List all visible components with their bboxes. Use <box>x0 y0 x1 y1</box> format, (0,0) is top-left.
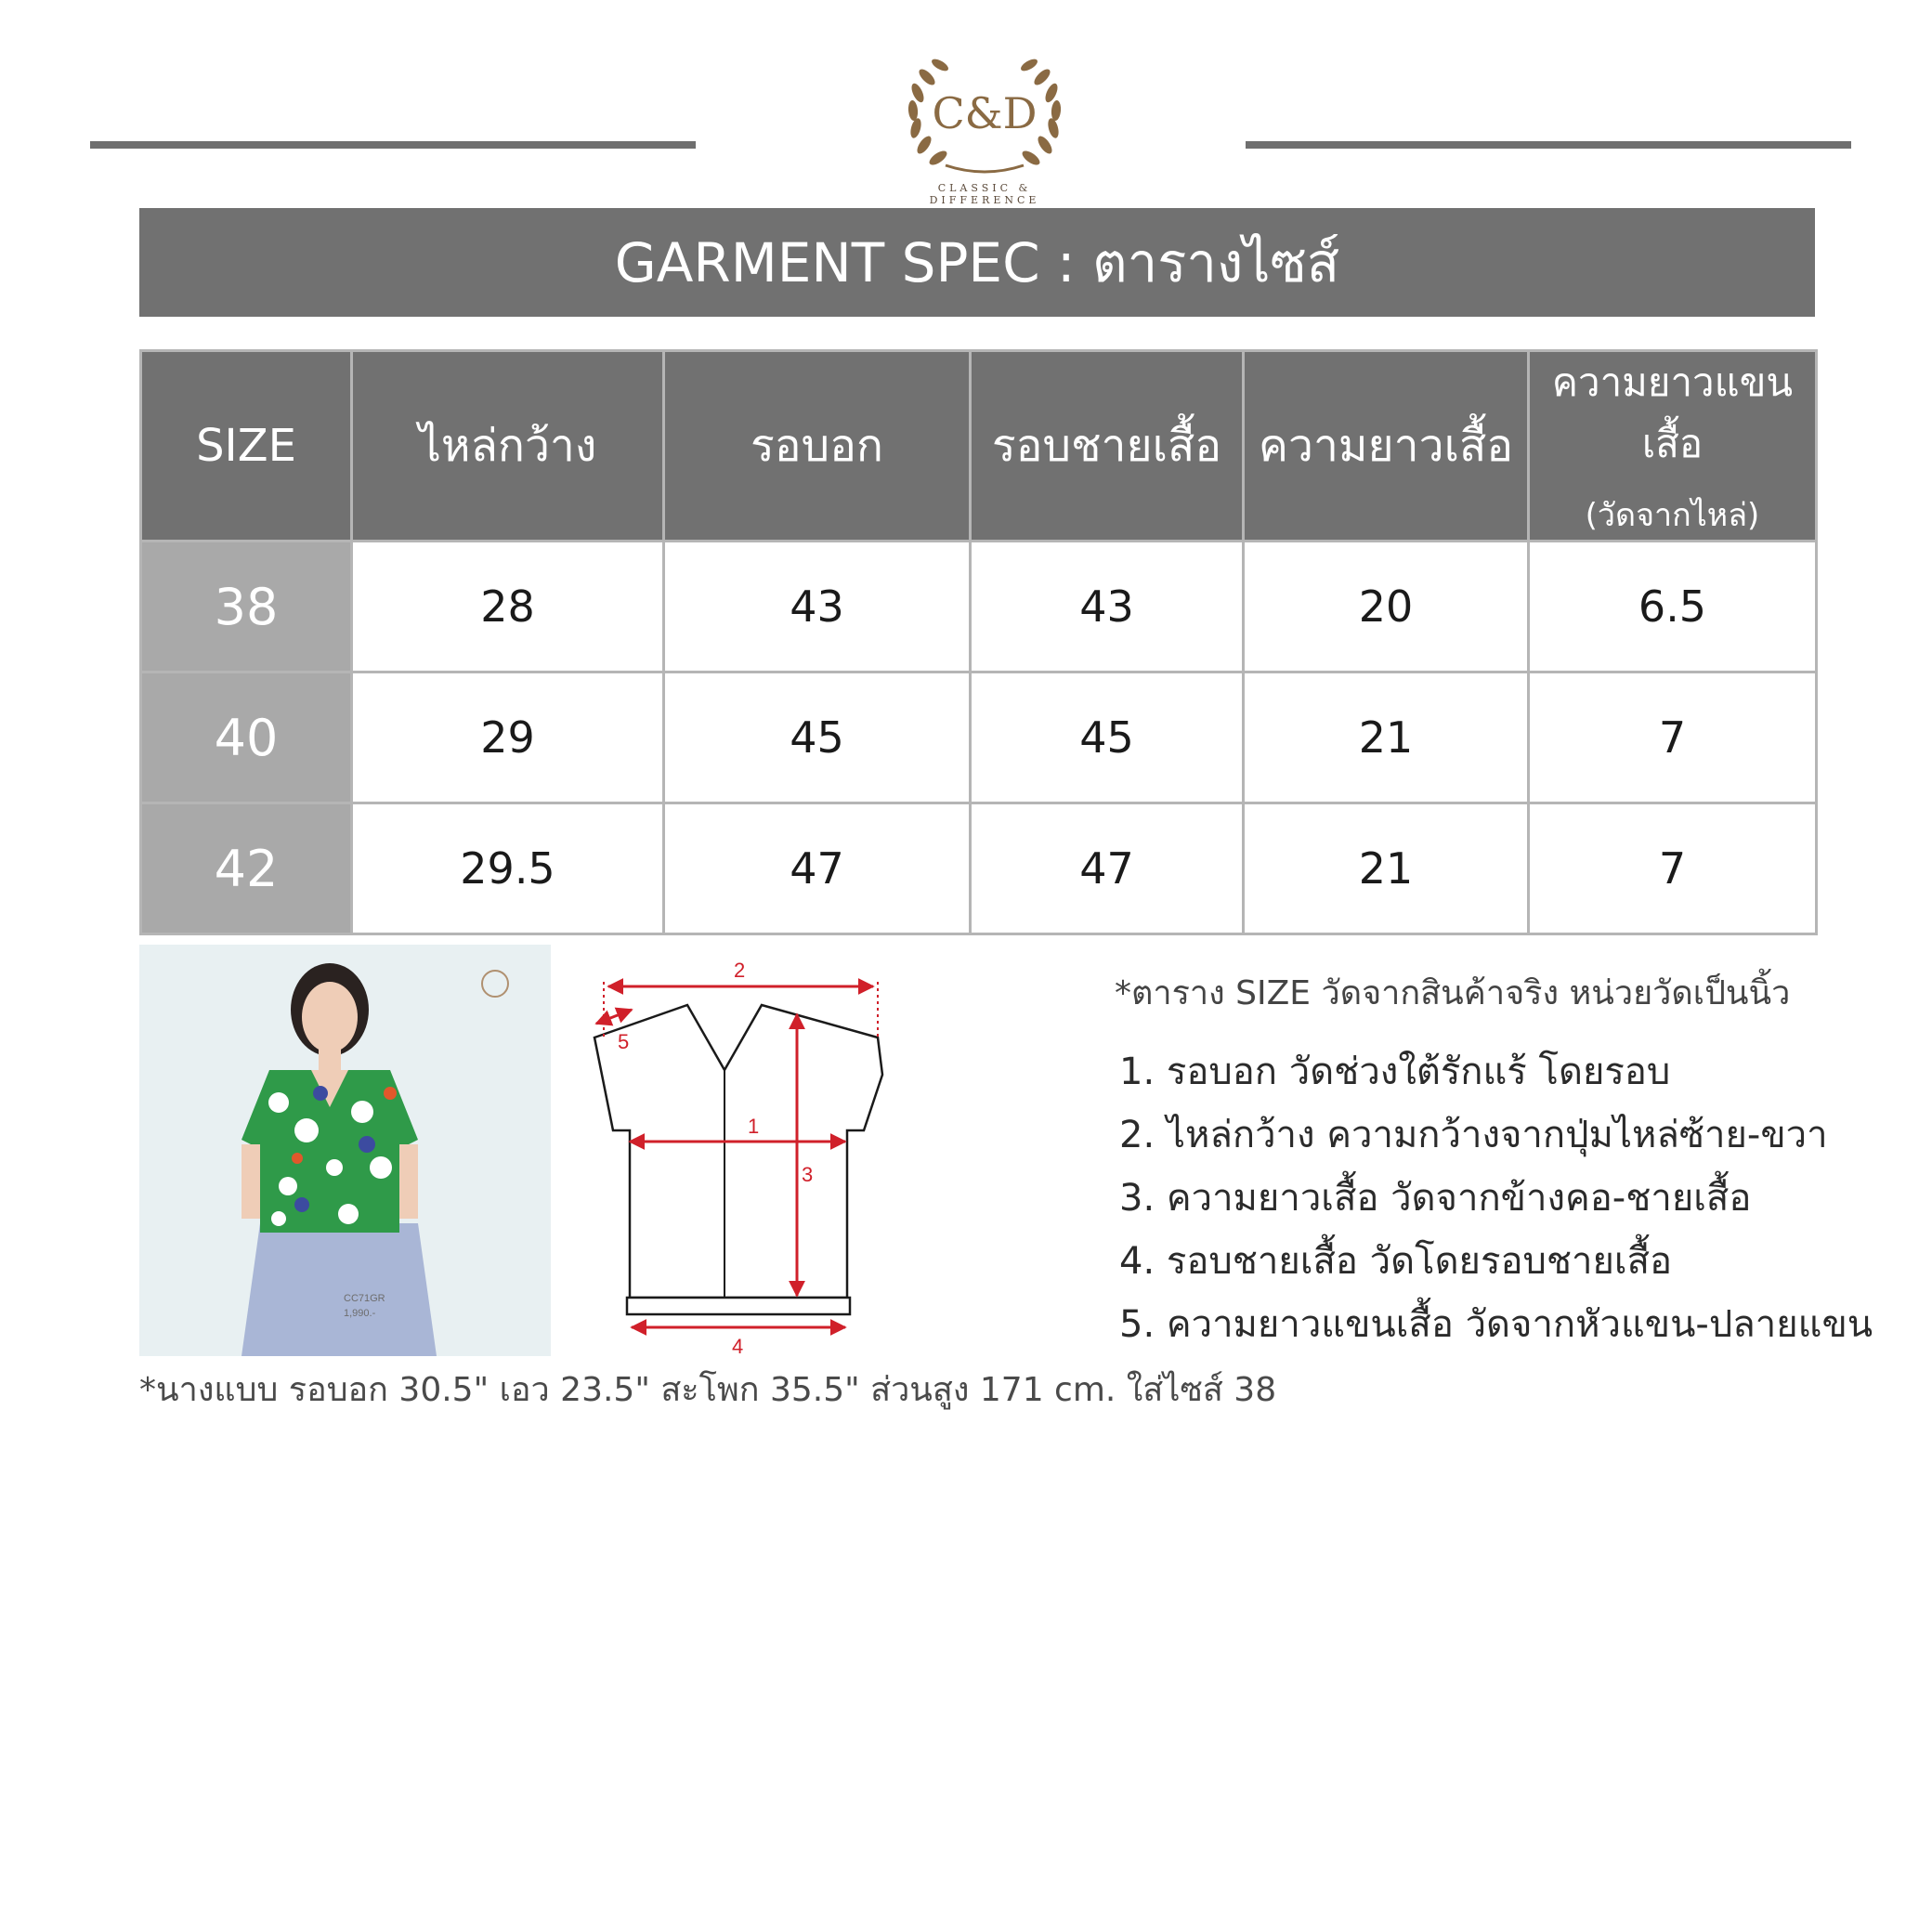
divider-left <box>90 141 696 149</box>
table-row <box>141 803 1817 934</box>
table-cell: 47 <box>971 803 1244 934</box>
product-price: 1,990.- <box>344 1308 376 1319</box>
table-cell: 7 <box>1529 803 1817 934</box>
page-title: GARMENT SPEC : ตารางไซส์ <box>139 208 1815 317</box>
list-item: 5. ความยาวแขนเสื้อ วัดจากหัวแขน-ปลายแขน <box>1119 1303 1873 1346</box>
diagram-label-1: 1 <box>748 1115 760 1138</box>
diagram-label-5: 5 <box>618 1030 630 1053</box>
table-cell: 21 <box>1244 803 1529 934</box>
brand-tagline: CLASSIC & DIFFERENCE <box>929 182 1040 206</box>
table-cell: 29.5 <box>352 803 664 934</box>
header-hem: รอบชายเสื้อ <box>971 351 1244 542</box>
model-note: *นางแบบ รอบอก 30.5" เอว 23.5" สะโพก 35.5" ส่วนสูง 171 cm. ใส่ไซส์ 38 <box>139 1371 1277 1409</box>
table-cell: 20 <box>1244 542 1529 672</box>
list-item: 1. รอบอก วัดช่วงใต้รักแร้ โดยรอบ <box>1119 1051 1671 1093</box>
table-cell: 43 <box>971 542 1244 672</box>
header-size: SIZE <box>141 351 352 542</box>
table-row <box>141 542 1817 672</box>
diagram-label-4: 4 <box>732 1335 744 1358</box>
table-cell: 45 <box>971 672 1244 803</box>
list-item: 4. รอบชายเสื้อ วัดโดยรอบชายเสื้อ <box>1119 1240 1673 1283</box>
size-cell: 38 <box>141 542 352 672</box>
svg-text:C&D: C&D <box>932 88 1038 138</box>
divider-right <box>1246 141 1851 149</box>
header-chest: รอบอก <box>664 351 971 542</box>
table-cell: 29 <box>352 672 664 803</box>
header-length: ความยาวเสื้อ <box>1244 351 1529 542</box>
table-cell: 6.5 <box>1529 542 1817 672</box>
diagram-label-2: 2 <box>734 959 746 982</box>
measurement-steps <box>1119 1040 1873 1356</box>
table-cell: 28 <box>352 542 664 672</box>
table-cell: 45 <box>664 672 971 803</box>
list-item: 3. ความยาวเสื้อ วัดจากข้างคอ-ชายเสื้อ <box>1119 1177 1752 1220</box>
table-header-row <box>141 351 1817 542</box>
header-sleeve-label: ความยาวแขนเสื้อ <box>1551 359 1794 466</box>
size-table <box>139 349 1818 935</box>
unit-note: *ตาราง SIZE วัดจากสินค้าจริง หน่วยวัดเป็นนิ้ว <box>1115 974 1791 1012</box>
table-cell: 43 <box>664 542 971 672</box>
table-row <box>141 672 1817 803</box>
header-shoulder: ไหล่กว้าง <box>352 351 664 542</box>
list-item: 2. ไหล่กว้าง ความกว้างจากปุ่มไหล่ซ้าย-ขวา <box>1119 1114 1828 1156</box>
brand-logo <box>882 46 1087 206</box>
header-sleeve-sub: (วัดจากไหล่) <box>1585 497 1760 534</box>
table-cell: 21 <box>1244 672 1529 803</box>
diagram-label-3: 3 <box>802 1163 814 1186</box>
size-cell: 40 <box>141 672 352 803</box>
table-cell: 47 <box>664 803 971 934</box>
table-cell: 7 <box>1529 672 1817 803</box>
size-cell: 42 <box>141 803 352 934</box>
product-code: CC71GR <box>344 1293 385 1304</box>
header-sleeve <box>1529 351 1817 542</box>
measurement-diagram <box>576 945 910 1358</box>
